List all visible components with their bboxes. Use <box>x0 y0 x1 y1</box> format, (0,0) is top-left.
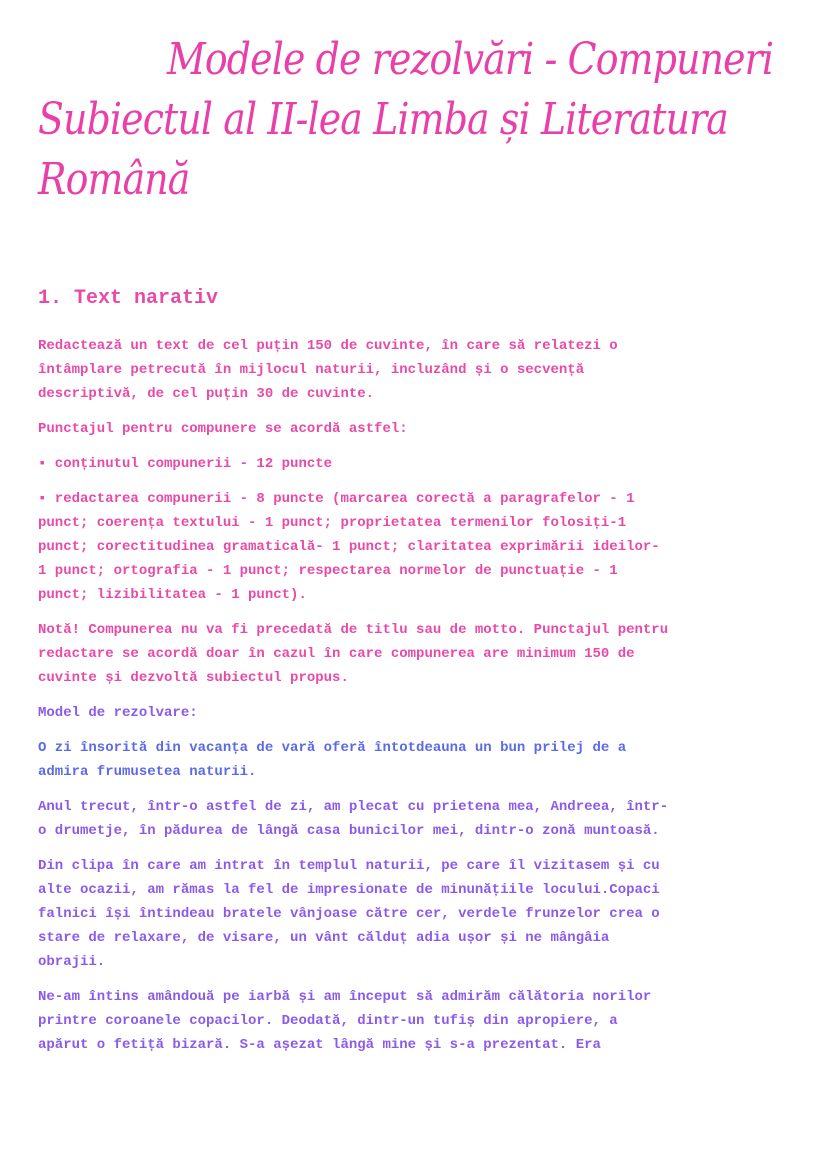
text-line: ▪ conținutul compunerii - 12 puncte <box>38 456 333 472</box>
text-line: o drumetje, în pădurea de lângă casa bunicilor mei, dintr-o zonă muntoasă. <box>38 823 660 839</box>
text-line: redactare se acordă doar în cazul în care compunerea are minimum 150 de <box>38 646 635 662</box>
text-line: întâmplare petrecută în mijlocul naturii, incluzând și o secvență <box>38 362 585 378</box>
scoring-item-redactare <box>38 487 798 607</box>
note-paragraph <box>38 618 798 690</box>
text-line: apărut o fetiță bizară. S-a așezat lângă mine și s-a prezentat. Era <box>38 1037 601 1053</box>
text-line: stare de relaxare, de visare, un vânt călduț adia ușor și ne mângâia <box>38 930 610 946</box>
text-line: cuvinte și dezvoltă subiectul propus. <box>38 670 349 686</box>
text-line: punct; corectitudinea gramaticală- 1 punct; claritatea exprimării ideilor- <box>38 539 660 555</box>
document-title <box>38 30 774 210</box>
text-line: Notă! Compunerea nu va fi precedată de titlu sau de motto. Punctajul pentru <box>38 622 669 638</box>
model-label <box>38 701 798 725</box>
text-line: Ne-am întins amândouă pe iarbă și am început să admirăm călătoria norilor <box>38 989 652 1005</box>
text-line: ▪ redactarea compunerii - 8 puncte (marcarea corectă a paragrafelor - 1 <box>38 491 635 507</box>
text-line: punct; coerența textului - 1 punct; proprietatea termenilor folosiți-1 <box>38 515 627 531</box>
title-line-1: Modele de rezolvări - Compuneri <box>167 34 774 85</box>
text-line: obrajii. <box>38 954 106 970</box>
model-paragraph-1 <box>38 736 798 784</box>
text-line: descriptivă, de cel puțin 30 de cuvinte. <box>38 386 375 402</box>
text-line: punct; lizibilitatea - 1 punct). <box>38 587 307 603</box>
text-line: Din clipa în care am intrat în templul naturii, pe care îl vizitasem și cu <box>38 858 660 874</box>
model-paragraph-4 <box>38 985 798 1057</box>
model-paragraph-3 <box>38 854 798 974</box>
text-line: falnici își întindeau bratele vânjoase către cer, verdele frunzelor crea o <box>38 906 660 922</box>
title-line-2: Subiectul al II-lea Limba și Literatura <box>38 94 729 145</box>
scoring-item-content <box>38 452 798 476</box>
scoring-intro <box>38 417 798 441</box>
text-line: Redactează un text de cel puțin 150 de cuvinte, în care să relatezi o <box>38 338 618 354</box>
task-paragraph <box>38 334 798 406</box>
text-line: Punctajul pentru compunere se acordă astfel: <box>38 421 408 437</box>
section-heading: 1. Text narativ <box>38 287 219 310</box>
text-line: alte ocazii, am rămas la fel de impresionate de minunățiile locului.Copaci <box>38 882 660 898</box>
text-line: printre coroanele copacilor. Deodată, dintr-un tufiș din apropiere, a <box>38 1013 618 1029</box>
title-line-3: Română <box>38 154 190 205</box>
text-line: admira frumusetea naturii. <box>38 764 257 780</box>
text-line: 1 punct; ortografia - 1 punct; respectarea normelor de punctuație - 1 <box>38 563 618 579</box>
text-line: Anul trecut, într-o astfel de zi, am plecat cu prietena mea, Andreea, într- <box>38 799 669 815</box>
text-line: Model de rezolvare: <box>38 705 198 721</box>
document-body <box>38 284 798 1068</box>
model-paragraph-2 <box>38 795 798 843</box>
text-line: O zi însorită din vacanța de vară oferă întotdeauna un bun prilej de a <box>38 740 627 756</box>
